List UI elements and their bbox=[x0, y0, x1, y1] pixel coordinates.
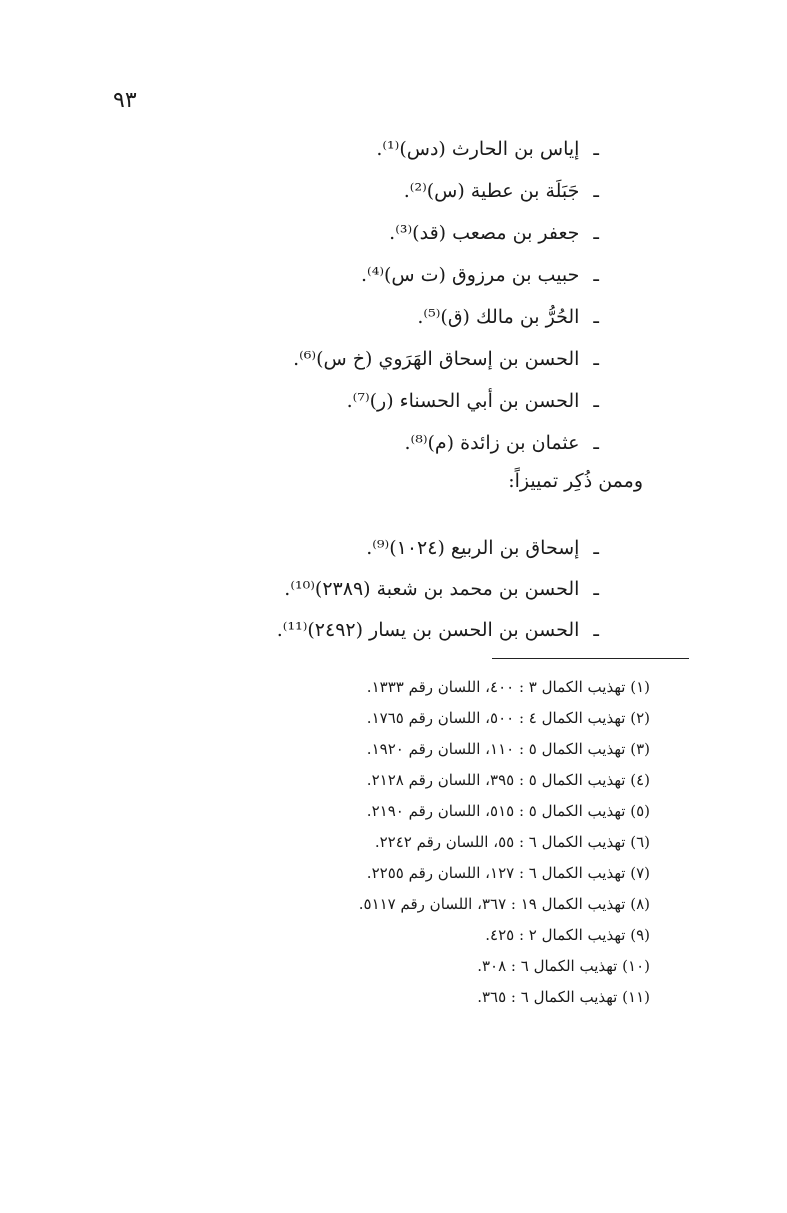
list-dash: ـ bbox=[593, 537, 599, 559]
list-item-text: الحسن بن محمد بن شعبة (٢٣٨٩)⁽¹⁰⁾. bbox=[284, 578, 580, 600]
footnote-text: تهذيب الكمال ٦ : ٥٥، اللسان رقم ٢٢٤٢. bbox=[374, 833, 626, 851]
page-number: ٩٣ bbox=[113, 88, 137, 113]
list-item bbox=[39, 610, 599, 651]
list-dash: ـ bbox=[593, 390, 599, 412]
list-item bbox=[79, 380, 599, 422]
footnote-number: (١١) bbox=[622, 988, 650, 1006]
list-item bbox=[79, 296, 599, 338]
footnote-text: تهذيب الكمال ١٩ : ٣٦٧، اللسان رقم ٥١١٧. bbox=[358, 895, 626, 913]
footnote-number: (٨) bbox=[630, 895, 650, 913]
list-item-text: جَبَلَة بن عطية (س)⁽²⁾. bbox=[403, 180, 580, 202]
list-dash: ـ bbox=[593, 348, 599, 370]
list-dash: ـ bbox=[593, 306, 599, 328]
footnote bbox=[150, 765, 650, 796]
list-item-text: الحسن بن الحسن بن يسار (٢٤٩٢)⁽¹¹⁾. bbox=[276, 619, 580, 641]
footnote-number: (٢) bbox=[630, 709, 650, 727]
list-item-text: الحسن بن أبي الحسناء (ر)⁽⁷⁾. bbox=[346, 390, 580, 412]
list-dash: ـ bbox=[593, 264, 599, 286]
footnotes bbox=[150, 672, 650, 1013]
footnote-text: تهذيب الكمال ٢ : ٤٢٥. bbox=[485, 926, 626, 944]
footnote-text: تهذيب الكمال ٦ : ١٢٧، اللسان رقم ٢٢٥٥. bbox=[366, 864, 626, 882]
footnote-text: تهذيب الكمال ٥ : ٥١٥، اللسان رقم ٢١٩٠. bbox=[366, 802, 626, 820]
footnote-text: تهذيب الكمال ٥ : ٣٩٥، اللسان رقم ٢١٢٨. bbox=[366, 771, 626, 789]
footnote-text: تهذيب الكمال ٦ : ٣٠٨. bbox=[477, 957, 618, 975]
footnote-text: تهذيب الكمال ٤ : ٥٠٠، اللسان رقم ١٧٦٥. bbox=[366, 709, 626, 727]
footnote-text: تهذيب الكمال ٦ : ٣٦٥. bbox=[477, 988, 618, 1006]
list-item bbox=[39, 528, 599, 569]
footnote-number: (٣) bbox=[630, 740, 650, 758]
list-item bbox=[79, 254, 599, 296]
list-dash: ـ bbox=[593, 138, 599, 160]
footnote bbox=[150, 889, 650, 920]
list-item bbox=[79, 422, 599, 464]
list-item-text: حبيب بن مرزوق (ت س)⁽⁴⁾. bbox=[360, 264, 580, 286]
list-item-text: عثمان بن زائدة (م)⁽⁸⁾. bbox=[404, 432, 580, 454]
footnote-number: (٩) bbox=[630, 926, 650, 944]
footnote bbox=[150, 796, 650, 827]
list-item bbox=[79, 128, 599, 170]
list-item-text: إسحاق بن الربيع (١٠٢٤)⁽⁹⁾. bbox=[366, 537, 580, 559]
footnote-text: تهذيب الكمال ٥ : ١١٠، اللسان رقم ١٩٢٠. bbox=[366, 740, 626, 758]
list-dash: ـ bbox=[593, 619, 599, 641]
footnote-number: (١) bbox=[630, 678, 650, 696]
footnote bbox=[150, 920, 650, 951]
list-item bbox=[39, 569, 599, 610]
footnote-separator bbox=[492, 658, 689, 659]
distinguished-list bbox=[39, 528, 599, 651]
list-item bbox=[79, 170, 599, 212]
footnote bbox=[150, 703, 650, 734]
footnote-number: (٦) bbox=[630, 833, 650, 851]
list-item bbox=[79, 338, 599, 380]
footnote-number: (٤) bbox=[630, 771, 650, 789]
footnote-number: (١٠) bbox=[622, 957, 650, 975]
list-item-text: الحسن بن إسحاق الهَرَوي (خ س)⁽⁶⁾. bbox=[293, 348, 580, 370]
list-item-text: جعفر بن مصعب (قد)⁽³⁾. bbox=[389, 222, 580, 244]
footnote bbox=[150, 672, 650, 703]
footnote bbox=[150, 951, 650, 982]
footnote bbox=[150, 982, 650, 1013]
section-heading: وممن ذُكِر تمييزاً: bbox=[508, 470, 643, 492]
list-dash: ـ bbox=[593, 432, 599, 454]
footnote bbox=[150, 858, 650, 889]
footnote-number: (٧) bbox=[630, 864, 650, 882]
list-item bbox=[79, 212, 599, 254]
footnote bbox=[150, 734, 650, 765]
footnote-number: (٥) bbox=[630, 802, 650, 820]
list-dash: ـ bbox=[593, 578, 599, 600]
list-dash: ـ bbox=[593, 222, 599, 244]
list-dash: ـ bbox=[593, 180, 599, 202]
footnote-text: تهذيب الكمال ٣ : ٤٠٠، اللسان رقم ١٣٣٣. bbox=[366, 678, 626, 696]
list-item-text: إياس بن الحارث (دس)⁽¹⁾. bbox=[376, 138, 580, 160]
footnote bbox=[150, 827, 650, 858]
list-item-text: الحُرُّ بن مالك (ق)⁽⁵⁾. bbox=[417, 306, 580, 328]
narrator-list bbox=[79, 128, 599, 464]
